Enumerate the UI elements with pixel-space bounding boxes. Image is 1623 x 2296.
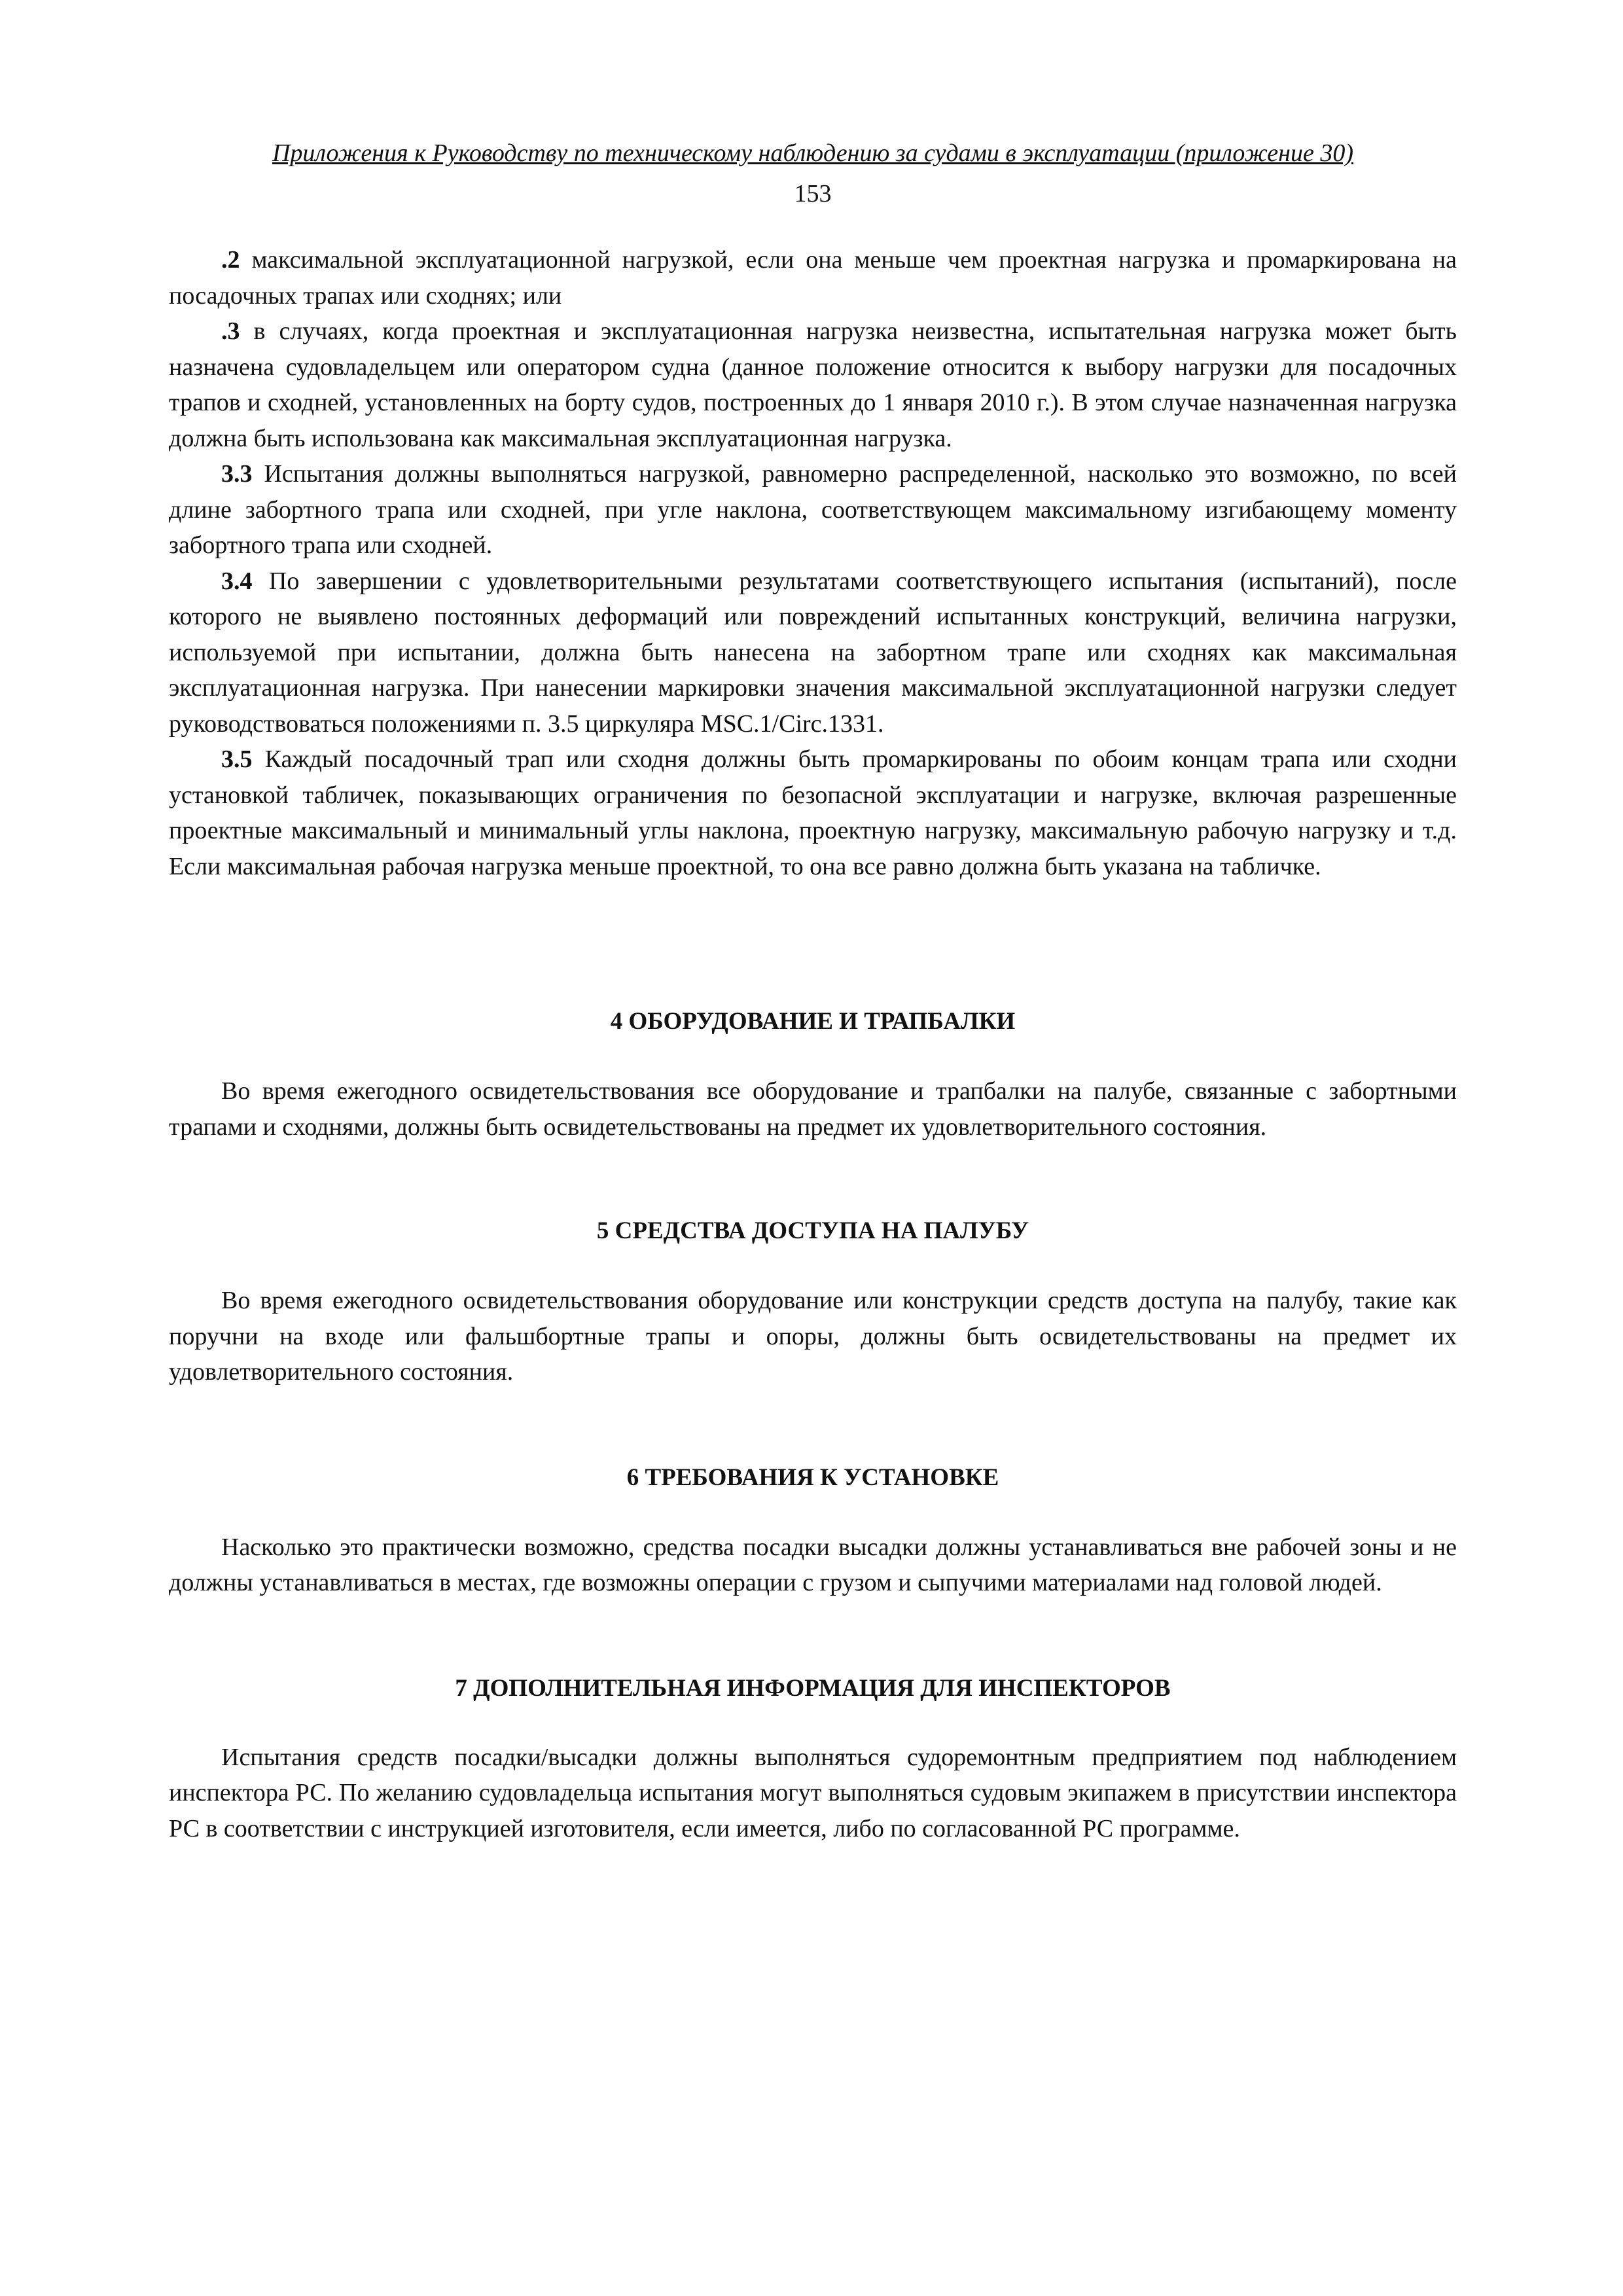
item-number: .3: [221, 317, 240, 345]
paragraph-3-4: [169, 564, 1457, 742]
paragraph-text: Испытания должны выполняться нагрузкой, равномерно распределенной, насколько это возможно, по всей длине забортного трапа или сходней, при угле наклона, соответствующем максимальному изгибающему моменту забортного трапа или сходней.: [169, 460, 1457, 559]
section-4-text: Во время ежегодного освидетельствования все оборудование и трапбалки на палубе, связанные с забортными трапами и сходнями, должны быть освидетельствованы на предмет их удовлетворительного состояния.: [169, 1077, 1457, 1141]
paragraph-text: По завершении с удовлетворительными результатами соответствующего испытания (испытаний), после которого не выявлено постоянных деформаций или повреждений испытанных конструкций, величина нагрузки, используемой при испытании, должна быть нанесена на забортном трапе или сходнях как максимальная эксплуатационная нагрузка. При нанесении маркировки значения максимальной эксплуатационной нагрузки следует руководствоваться положениями п. 3.5 циркуляра MSC.1/Circ.1331.: [169, 567, 1457, 738]
paragraph-3-5: [169, 742, 1457, 884]
running-header: Приложения к Руководству по техническому наблюдению за судами в эксплуатации (приложение 30): [272, 139, 1354, 167]
item-number: 3.5: [221, 745, 253, 773]
section-5-text: Во время ежегодного освидетельствования оборудование или конструкции средств доступа на палубу, такие как поручни на входе или фальшбортные трапы и опоры, должны быть освидетельствованы на предмет их удовлетворительного состояния.: [169, 1287, 1457, 1386]
section-heading-7: 7 ДОПОЛНИТЕЛЬНАЯ ИНФОРМАЦИЯ ДЛЯ ИНСПЕКТОРОВ: [455, 1674, 1171, 1702]
paragraph-text: Каждый посадочный трап или сходня должны быть промаркированы по обоим концам трапа или сходни установкой табличек, показывающих ограничения по безопасной эксплуатации и нагрузке, включая разрешенные проектные максимальный и минимальный углы наклона, проектную нагрузку, максимальную рабочую нагрузку и т.д. Если максимальная рабочая нагрузка меньше проектной, то она все равно должна быть указана на табличке.: [169, 745, 1457, 880]
section-heading-6: 6 ТРЕБОВАНИЯ К УСТАНОВКЕ: [626, 1463, 999, 1491]
page-number: 153: [794, 180, 832, 207]
section-heading-5: 5 СРЕДСТВА ДОСТУПА НА ПАЛУБУ: [596, 1217, 1029, 1244]
item-number: 3.3: [221, 460, 253, 488]
paragraph-item-3: [169, 314, 1457, 456]
document-page: [169, 137, 1457, 1846]
section-7-text: Испытания средств посадки/высадки должны выполняться судоремонтным предприятием под наблюдением инспектора РС. По желанию судовладельца испытания могут выполняться судовым экипажем в присутствии инспектора РС в соответствии с инструкцией изготовителя, если имеется, либо по согласованной РС программе.: [169, 1743, 1457, 1842]
item-number: .2: [221, 246, 240, 274]
paragraph-text: максимальной эксплуатационной нагрузкой, если она меньше чем проектная нагрузка и промаркирована на посадочных трапах или сходнях; или: [169, 246, 1457, 310]
section-heading-4: 4 ОБОРУДОВАНИЕ И ТРАПБАЛКИ: [610, 1008, 1016, 1035]
item-number: 3.4: [221, 567, 253, 595]
paragraph-item-2: [169, 242, 1457, 314]
paragraph-3-3: [169, 456, 1457, 564]
paragraph-text: в случаях, когда проектная и эксплуатационная нагрузка неизвестна, испытательная нагрузка может быть назначена судовладельцем или оператором судна (данное положение относится к выбору нагрузки для посадочных трапов и сходней, установленных на борту судов, построенных до 1 января 2010 г.). В этом случае назначенная нагрузка должна быть использована как максимальная эксплуатационная нагрузка.: [169, 317, 1457, 452]
section-6-text: Насколько это практически возможно, средства посадки высадки должны устанавливаться вне рабочей зоны и не должны устанавливаться в местах, где возможны операции с грузом и сыпучими материалами над головой людей.: [169, 1533, 1457, 1596]
